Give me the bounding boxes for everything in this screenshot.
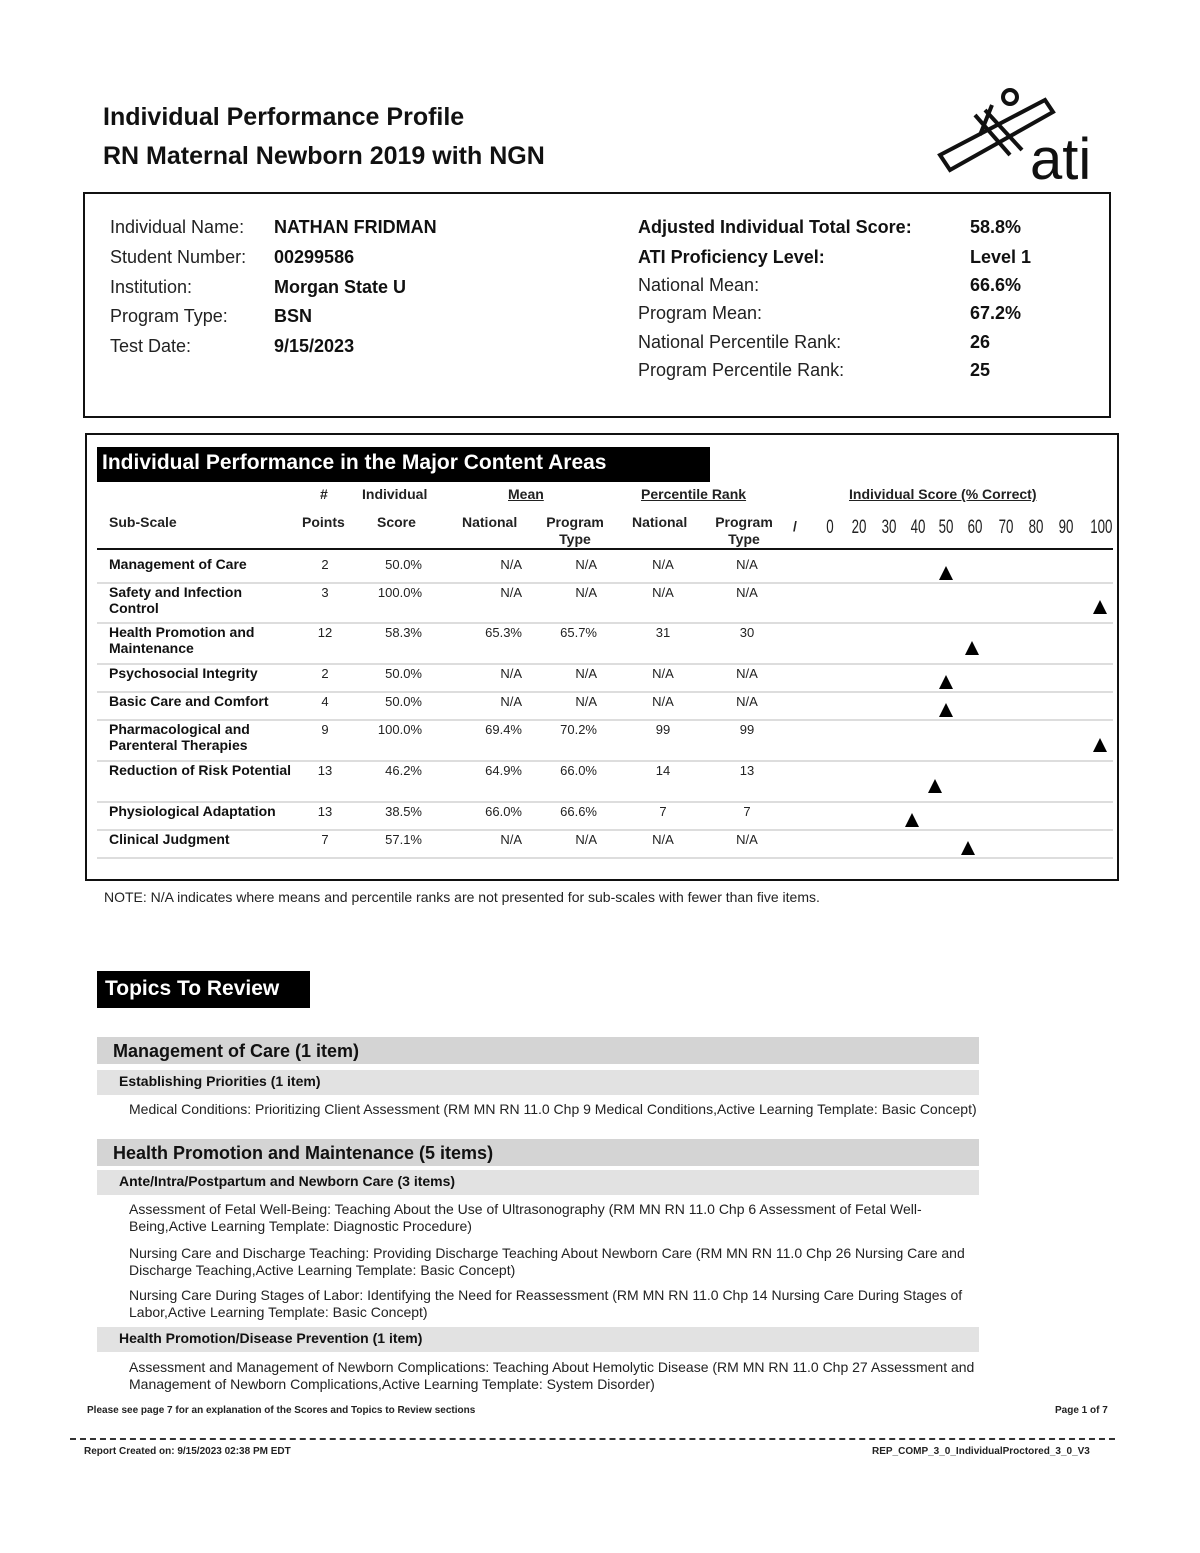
- score-marker: [905, 813, 919, 827]
- score-cell: 50.0%: [385, 666, 422, 681]
- national-rank-header: National: [632, 514, 688, 530]
- score-marker: [939, 703, 953, 717]
- points-cell: 4: [321, 694, 329, 709]
- score-marker: [939, 675, 953, 689]
- proficiency-level: Level 1: [970, 247, 1032, 267]
- student-number: 00299586: [274, 247, 355, 267]
- program-type: BSN: [274, 306, 313, 326]
- national-mean-cell: N/A: [500, 832, 522, 847]
- program-rank: 25: [970, 360, 991, 380]
- proficiency-label: ATI Proficiency Level:: [638, 247, 825, 267]
- score-cell: 100.0%: [377, 585, 422, 600]
- program-mean-cell: N/A: [575, 557, 597, 572]
- test-date: 9/15/2023: [274, 336, 355, 356]
- national-mean-cell: 66.0%: [485, 804, 522, 819]
- program-mean-cell: 66.6%: [560, 804, 597, 819]
- topic-item: Nursing Care and Discharge Teaching: Providing Discharge Teaching About Newborn Care (RM MN RN 11.0 Chp 26 Nursing Care and Discharge Teaching,Active Learning Template: Basic Concept): [129, 1245, 965, 1278]
- report-created: Report Created on: 9/15/2023 02:38 PM EDT: [84, 1446, 291, 1457]
- program-rank-cell: 99: [739, 722, 755, 737]
- axis-tick-label: 100: [1090, 517, 1113, 538]
- points-cell: 9: [321, 722, 329, 737]
- topic-category-management-of-care: Management of Care (1 item): [97, 1037, 979, 1064]
- program-rank-cell: N/A: [736, 694, 758, 709]
- program-mean-cell: 65.7%: [560, 625, 597, 640]
- score-cell: 38.5%: [385, 804, 422, 819]
- row-divider: [97, 857, 1113, 859]
- national-rank-cell: N/A: [652, 557, 674, 572]
- header-rule: [97, 548, 1113, 550]
- adjusted-score-label: Adjusted Individual Total Score:: [638, 217, 912, 237]
- points-cell: 2: [321, 557, 329, 572]
- program-mean-cell: 66.0%: [560, 763, 597, 778]
- subscale-name: Reduction of Risk Potential: [109, 762, 292, 778]
- program-rank-cell: N/A: [736, 585, 758, 600]
- report-title: Individual Performance Profile: [103, 103, 465, 131]
- national-mean-cell: 65.3%: [485, 625, 522, 640]
- score-marker: [961, 841, 975, 855]
- program-mean-cell: 70.2%: [560, 722, 597, 737]
- national-mean-cell: N/A: [500, 585, 522, 600]
- points-cell: 7: [321, 832, 329, 847]
- national-mean-cell: N/A: [500, 557, 522, 572]
- topic-subcategory-establishing-priorities: Establishing Priorities (1 item): [97, 1070, 979, 1095]
- national-mean-cell: N/A: [500, 666, 522, 681]
- score-marker: [965, 641, 979, 655]
- topics-banner: Topics To Review: [97, 971, 310, 1008]
- axis-tick-label: 40: [910, 517, 926, 538]
- points-header: Points: [302, 514, 345, 530]
- national-mean: 66.6%: [970, 275, 1022, 295]
- program-rank-label: Program Percentile Rank:: [638, 360, 845, 380]
- score-cell: 50.0%: [385, 557, 422, 572]
- subscale-name: Management of Care: [109, 556, 247, 572]
- program-mean-cell: N/A: [575, 832, 597, 847]
- name-label: Individual Name:: [110, 217, 245, 237]
- program-mean-header: Program Type: [546, 514, 604, 547]
- program-rank-cell: N/A: [736, 557, 758, 572]
- footer-explanation: Please see page 7 for an explanation of the Scores and Topics to Review sections: [87, 1405, 476, 1416]
- topic-subcategory-disease-prevention: Health Promotion/Disease Prevention (1 item): [97, 1327, 979, 1352]
- ati-logo-graphic: [930, 85, 1110, 185]
- mean-group-header: Mean: [508, 486, 544, 502]
- subscale-name: Clinical Judgment: [109, 831, 230, 847]
- points-cell: 3: [321, 585, 329, 600]
- score-cell: 100.0%: [377, 722, 422, 737]
- program-rank-cell: 7: [743, 804, 751, 819]
- na-note: NOTE: N/A indicates where means and percentile ranks are not presented for sub-scales with fewer than five items.: [104, 889, 820, 905]
- chart-group-header: Individual Score (% Correct): [849, 486, 1037, 502]
- program-rank-cell: N/A: [736, 666, 758, 681]
- program-mean-cell: N/A: [575, 585, 597, 600]
- axis-tick-label: 60: [967, 517, 983, 538]
- footer-divider: [70, 1438, 1115, 1440]
- program-mean-label: Program Mean:: [638, 303, 763, 323]
- subscale-name: Safety and Infection Control: [109, 584, 243, 616]
- program-mean-cell: N/A: [575, 694, 597, 709]
- program-rank-header: Program Type: [715, 514, 773, 547]
- subscale-name: Health Promotion and Maintenance: [109, 624, 255, 656]
- topic-item: Nursing Care During Stages of Labor: Identifying the Need for Reassessment (RM MN RN 11.0 Chp 14 Nursing Care During Stages of Labor,Active Learning Template: Basic Concept): [129, 1287, 963, 1320]
- national-mean-header: National: [462, 514, 518, 530]
- subscale-name: Basic Care and Comfort: [109, 693, 269, 709]
- national-rank-cell: 14: [655, 763, 671, 778]
- adjusted-score: 58.8%: [970, 217, 1022, 237]
- program-rank-cell: N/A: [736, 832, 758, 847]
- axis-tick-label: 20: [851, 517, 867, 538]
- score-cell: 58.3%: [385, 625, 422, 640]
- national-mean-label: National Mean:: [638, 275, 760, 295]
- axis-tick-label: 90: [1058, 517, 1074, 538]
- performance-banner: Individual Performance in the Major Content Areas: [97, 447, 710, 482]
- axis-slash: /: [793, 518, 797, 534]
- national-rank-cell: N/A: [652, 694, 674, 709]
- national-rank: 26: [970, 332, 991, 352]
- date-label: Test Date:: [110, 336, 192, 356]
- topic-subcategory-newborn-care: Ante/Intra/Postpartum and Newborn Care (3 items): [97, 1170, 979, 1195]
- topic-category-health-promotion: Health Promotion and Maintenance (5 items): [97, 1139, 979, 1166]
- points-cell: 2: [321, 666, 329, 681]
- report-code: REP_COMP_3_0_IndividualProctored_3_0_V3: [872, 1446, 1090, 1457]
- student-name: NATHAN FRIDMAN: [274, 217, 437, 237]
- score-cell: 46.2%: [385, 763, 422, 778]
- institution: Morgan State U: [274, 277, 407, 297]
- exam-title: RN Maternal Newborn 2019 with NGN: [103, 142, 545, 170]
- number-label: Student Number:: [110, 247, 247, 267]
- subscale-name: Physiological Adaptation: [109, 803, 276, 819]
- points-cell: 12: [317, 625, 333, 640]
- national-rank-cell: 7: [659, 804, 667, 819]
- ati-logo: [930, 85, 1110, 185]
- national-rank-cell: N/A: [652, 666, 674, 681]
- score-marker: [1093, 600, 1107, 614]
- score-header-top: Individual: [362, 486, 428, 502]
- score-marker: [1093, 738, 1107, 752]
- program-mean-cell: N/A: [575, 666, 597, 681]
- institution-label: Institution:: [110, 277, 193, 297]
- score-marker: [939, 566, 953, 580]
- axis-tick-label: 50: [938, 517, 954, 538]
- subscale-name: Pharmacological and Parenteral Therapies: [109, 721, 250, 753]
- score-marker: [928, 779, 942, 793]
- points-cell: 13: [317, 763, 333, 778]
- score-cell: 50.0%: [385, 694, 422, 709]
- axis-tick-label: 0: [826, 517, 834, 538]
- topic-item: Assessment and Management of Newborn Complications: Teaching About Hemolytic Disease (RM MN RN 11.0 Chp 27 Assessment and Management of Newborn Complications,Active Learning Template: System Disorder): [129, 1359, 975, 1392]
- points-header-top: #: [320, 486, 328, 502]
- topic-item: Assessment of Fetal Well-Being: Teaching About the Use of Ultrasonography (RM MN RN 11.0 Chp 6 Assessment of Fetal Well-Being,Active Learning Template: Diagnostic Procedure): [129, 1201, 922, 1234]
- program-rank-cell: 13: [739, 763, 755, 778]
- points-cell: 13: [317, 804, 333, 819]
- national-rank-cell: 99: [655, 722, 671, 737]
- axis-tick-label: 80: [1028, 517, 1044, 538]
- national-rank-cell: 31: [655, 625, 671, 640]
- axis-tick-label: 30: [881, 517, 897, 538]
- score-cell: 57.1%: [385, 832, 422, 847]
- national-rank-cell: N/A: [652, 585, 674, 600]
- national-mean-cell: 64.9%: [485, 763, 522, 778]
- subscale-name: Psychosocial Integrity: [109, 665, 258, 681]
- axis-tick-label: 70: [998, 517, 1014, 538]
- program-rank-cell: 30: [739, 625, 755, 640]
- subscale-header: Sub-Scale: [109, 514, 177, 530]
- national-mean-cell: N/A: [500, 694, 522, 709]
- rank-group-header: Percentile Rank: [641, 486, 747, 502]
- page-number: Page 1 of 7: [1055, 1405, 1108, 1416]
- program-label: Program Type:: [110, 306, 228, 326]
- topic-item: Medical Conditions: Prioritizing Client Assessment (RM MN RN 11.0 Chp 9 Medical Conditions,Active Learning Template: Basic Concept): [129, 1101, 977, 1117]
- national-mean-cell: 69.4%: [485, 722, 522, 737]
- national-rank-label: National Percentile Rank:: [638, 332, 842, 352]
- score-header: Score: [377, 514, 416, 530]
- logo-text: ati: [1030, 127, 1092, 185]
- program-mean: 67.2%: [970, 303, 1022, 323]
- national-rank-cell: N/A: [652, 832, 674, 847]
